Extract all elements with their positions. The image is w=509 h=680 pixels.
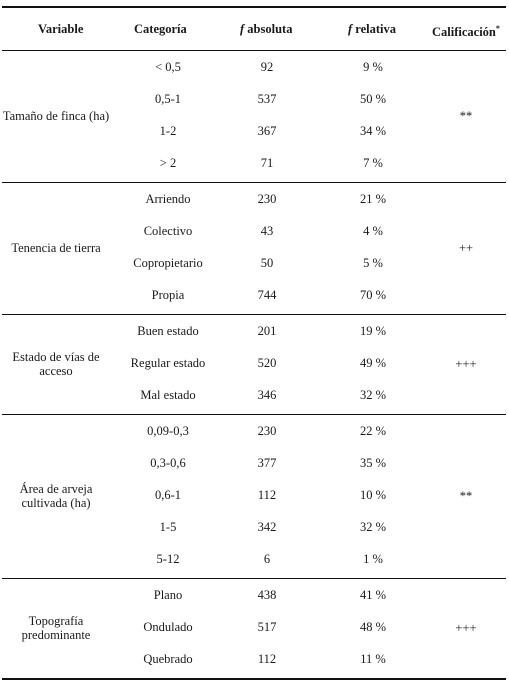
category-cell: Colectivo xyxy=(143,224,193,238)
absoluta-cell: 346 xyxy=(257,388,277,402)
rating-cell: +++ xyxy=(455,357,477,371)
category-cell: Mal estado xyxy=(140,388,196,402)
category-cell: Propia xyxy=(151,288,185,302)
absoluta-cell: 517 xyxy=(257,620,277,634)
header-bottom-rule xyxy=(2,50,506,51)
absoluta-cell: 6 xyxy=(263,552,271,566)
rating-cell: ++ xyxy=(458,241,474,255)
absoluta-cell: 744 xyxy=(257,288,277,302)
relativa-cell: 4 % xyxy=(363,224,383,238)
absoluta-cell: 43 xyxy=(260,224,274,238)
variable-label: Estado de vías de acceso xyxy=(12,350,100,378)
relativa-cell: 22 % xyxy=(359,424,387,438)
group-divider xyxy=(2,414,506,415)
header-relativa-label: relativa xyxy=(355,22,397,36)
absoluta-cell: 201 xyxy=(257,324,277,338)
absoluta-cell: 367 xyxy=(257,124,277,138)
rating-cell: ** xyxy=(459,489,473,503)
absoluta-cell: 342 xyxy=(257,520,277,534)
rating-cell: ** xyxy=(459,109,473,123)
category-cell: 0,5-1 xyxy=(154,92,182,106)
category-cell: 5-12 xyxy=(156,552,180,566)
category-cell: Copropietario xyxy=(133,256,203,270)
relativa-cell: 10 % xyxy=(359,488,387,502)
header-f-symbol: f xyxy=(240,22,245,36)
header-variable: Variable xyxy=(38,22,84,36)
absoluta-cell: 377 xyxy=(257,456,277,470)
header-absoluta-label: absoluta xyxy=(247,22,293,36)
category-cell: Regular estado xyxy=(130,356,206,370)
group-divider xyxy=(2,314,506,315)
relativa-cell: 50 % xyxy=(359,92,387,106)
category-cell: 0,3-0,6 xyxy=(150,456,186,470)
category-cell: Ondulado xyxy=(143,620,193,634)
relativa-cell: 21 % xyxy=(359,192,387,206)
variable-label: Topografía predominante xyxy=(21,614,91,642)
relativa-cell: 34 % xyxy=(359,124,387,138)
category-cell: > 2 xyxy=(159,156,177,170)
header-calificacion-mark: * xyxy=(495,24,500,33)
group-divider xyxy=(2,578,506,579)
absoluta-cell: 438 xyxy=(257,588,277,602)
category-cell: 0,6-1 xyxy=(154,488,182,502)
table-top-rule xyxy=(2,6,506,8)
relativa-cell: 7 % xyxy=(363,156,383,170)
absoluta-cell: 92 xyxy=(260,60,274,74)
relativa-cell: 11 % xyxy=(360,652,386,666)
relativa-cell: 35 % xyxy=(359,456,387,470)
relativa-cell: 41 % xyxy=(359,588,387,602)
absoluta-cell: 112 xyxy=(257,488,277,502)
header-f-absoluta xyxy=(240,22,292,36)
relativa-cell: 1 % xyxy=(363,552,383,566)
header-f-relativa xyxy=(348,22,396,36)
absoluta-cell: 230 xyxy=(257,192,277,206)
relativa-cell: 70 % xyxy=(359,288,387,302)
category-cell: Quebrado xyxy=(143,652,193,666)
category-cell: Arriendo xyxy=(145,192,191,206)
header-calificacion-label: Calificación xyxy=(432,25,496,40)
absoluta-cell: 71 xyxy=(260,156,274,170)
group-divider xyxy=(2,182,506,183)
variable-label: Tamaño de finca (ha) xyxy=(2,109,110,123)
absoluta-cell: 537 xyxy=(257,92,277,106)
category-cell: < 0,5 xyxy=(155,60,181,74)
category-cell: Plano xyxy=(153,588,183,602)
category-cell: 1-5 xyxy=(159,520,177,534)
absoluta-cell: 230 xyxy=(257,424,277,438)
variable-label: Área de arveja cultivada (ha) xyxy=(19,482,93,510)
relativa-cell: 19 % xyxy=(359,324,387,338)
relativa-cell: 32 % xyxy=(359,388,387,402)
absoluta-cell: 112 xyxy=(257,652,277,666)
rating-cell: +++ xyxy=(455,621,477,635)
header-f-symbol-2: f xyxy=(348,22,353,36)
header-categoria: Categoría xyxy=(134,22,187,36)
header-calificacion xyxy=(432,22,500,39)
relativa-cell: 9 % xyxy=(363,60,383,74)
category-cell: Buen estado xyxy=(137,324,199,338)
relativa-cell: 5 % xyxy=(363,256,383,270)
relativa-cell: 32 % xyxy=(359,520,387,534)
absoluta-cell: 50 xyxy=(260,256,274,270)
absoluta-cell: 520 xyxy=(257,356,277,370)
relativa-cell: 48 % xyxy=(359,620,387,634)
variable-label: Tenencia de tierra xyxy=(11,241,101,255)
category-cell: 0,09-0,3 xyxy=(147,424,189,438)
category-cell: 1-2 xyxy=(159,124,177,138)
relativa-cell: 49 % xyxy=(359,356,387,370)
